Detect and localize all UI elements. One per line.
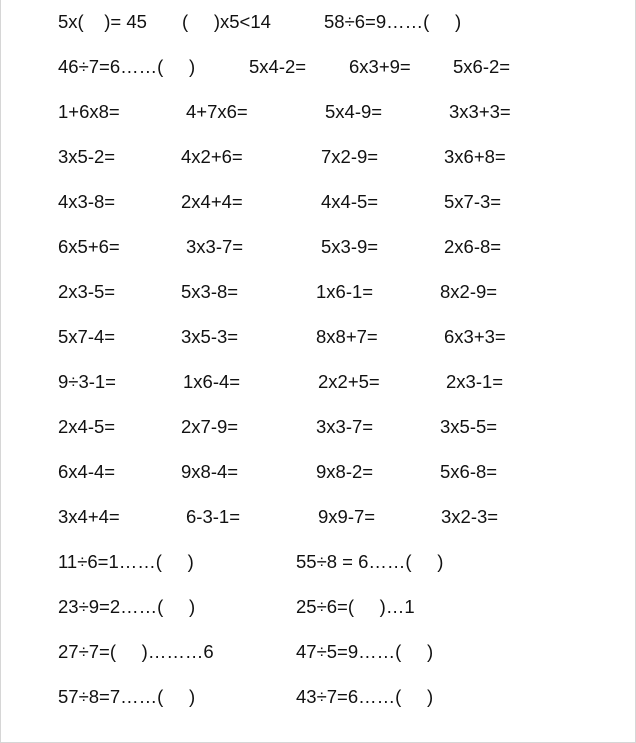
problem: 5x3-9= bbox=[321, 236, 379, 257]
problem: 3x5-5= bbox=[440, 416, 498, 437]
problem-row bbox=[1, 682, 636, 712]
problem: 2x4-5= bbox=[58, 416, 116, 437]
problem-row bbox=[1, 142, 636, 172]
problem: 4x2+6= bbox=[181, 146, 243, 167]
problem-row bbox=[1, 412, 636, 442]
problem: 2x4+4= bbox=[181, 191, 243, 212]
problem: 7x2-9= bbox=[321, 146, 379, 167]
problem: 3x2-3= bbox=[441, 506, 499, 527]
problem: 5x7-3= bbox=[444, 191, 502, 212]
problem: 8x8+7= bbox=[316, 326, 378, 347]
problem-row bbox=[1, 97, 636, 127]
problem: 25÷6=( )…1 bbox=[296, 596, 415, 617]
problem-row bbox=[1, 367, 636, 397]
problem: 5x3-8= bbox=[181, 281, 239, 302]
problem: 6x5+6= bbox=[58, 236, 120, 257]
problem: 5x4-9= bbox=[325, 101, 383, 122]
problem-row bbox=[1, 547, 636, 577]
problem: ( )x5<14 bbox=[182, 11, 271, 32]
problem: 3x6+8= bbox=[444, 146, 506, 167]
problem: 1x6-4= bbox=[183, 371, 241, 392]
problem: 6-3-1= bbox=[186, 506, 240, 527]
problem-row bbox=[1, 277, 636, 307]
problem: 2x3-1= bbox=[446, 371, 504, 392]
problem: 3x3-7= bbox=[186, 236, 244, 257]
problem: 11÷6=1……( ) bbox=[58, 551, 194, 572]
problem-row bbox=[1, 502, 636, 532]
problem: 5x( )= 45 bbox=[58, 11, 147, 32]
problem: 2x3-5= bbox=[58, 281, 116, 302]
problem: 3x4+4= bbox=[58, 506, 120, 527]
problem: 3x3-7= bbox=[316, 416, 374, 437]
problem: 2x7-9= bbox=[181, 416, 239, 437]
problem: 5x4-2= bbox=[249, 56, 307, 77]
problem: 4x4-5= bbox=[321, 191, 379, 212]
problem: 3x5-3= bbox=[181, 326, 239, 347]
problem: 2x2+5= bbox=[318, 371, 380, 392]
problem: 6x3+9= bbox=[349, 56, 411, 77]
problem: 55÷8 = 6……( ) bbox=[296, 551, 444, 572]
problem: 23÷9=2……( ) bbox=[58, 596, 196, 617]
problem-row bbox=[1, 187, 636, 217]
problem: 1x6-1= bbox=[316, 281, 374, 302]
problem: 27÷7=( )………6 bbox=[58, 641, 214, 662]
problem-row bbox=[1, 52, 636, 82]
problem-row bbox=[1, 7, 636, 37]
problem: 6x3+3= bbox=[444, 326, 506, 347]
problem: 43÷7=6……( ) bbox=[296, 686, 434, 707]
problem: 9x9-7= bbox=[318, 506, 376, 527]
problem: 5x7-4= bbox=[58, 326, 116, 347]
problem: 5x6-2= bbox=[453, 56, 511, 77]
problem: 1+6x8= bbox=[58, 101, 120, 122]
problem: 9x8-4= bbox=[181, 461, 239, 482]
problem: 2x6-8= bbox=[444, 236, 502, 257]
problem-row bbox=[1, 322, 636, 352]
problem-row bbox=[1, 637, 636, 667]
problem: 3x3+3= bbox=[449, 101, 511, 122]
problem: 9÷3-1= bbox=[58, 371, 116, 392]
problem: 5x6-8= bbox=[440, 461, 498, 482]
problem-row bbox=[1, 232, 636, 262]
problem: 8x2-9= bbox=[440, 281, 498, 302]
problem: 58÷6=9……( ) bbox=[324, 11, 462, 32]
problem-row bbox=[1, 457, 636, 487]
problem: 9x8-2= bbox=[316, 461, 374, 482]
problem: 6x4-4= bbox=[58, 461, 116, 482]
problem: 46÷7=6……( ) bbox=[58, 56, 196, 77]
problem: 4+7x6= bbox=[186, 101, 248, 122]
problem: 47÷5=9……( ) bbox=[296, 641, 434, 662]
problem-row bbox=[1, 592, 636, 622]
problem: 3x5-2= bbox=[58, 146, 116, 167]
problem: 57÷8=7……( ) bbox=[58, 686, 196, 707]
problem: 4x3-8= bbox=[58, 191, 116, 212]
